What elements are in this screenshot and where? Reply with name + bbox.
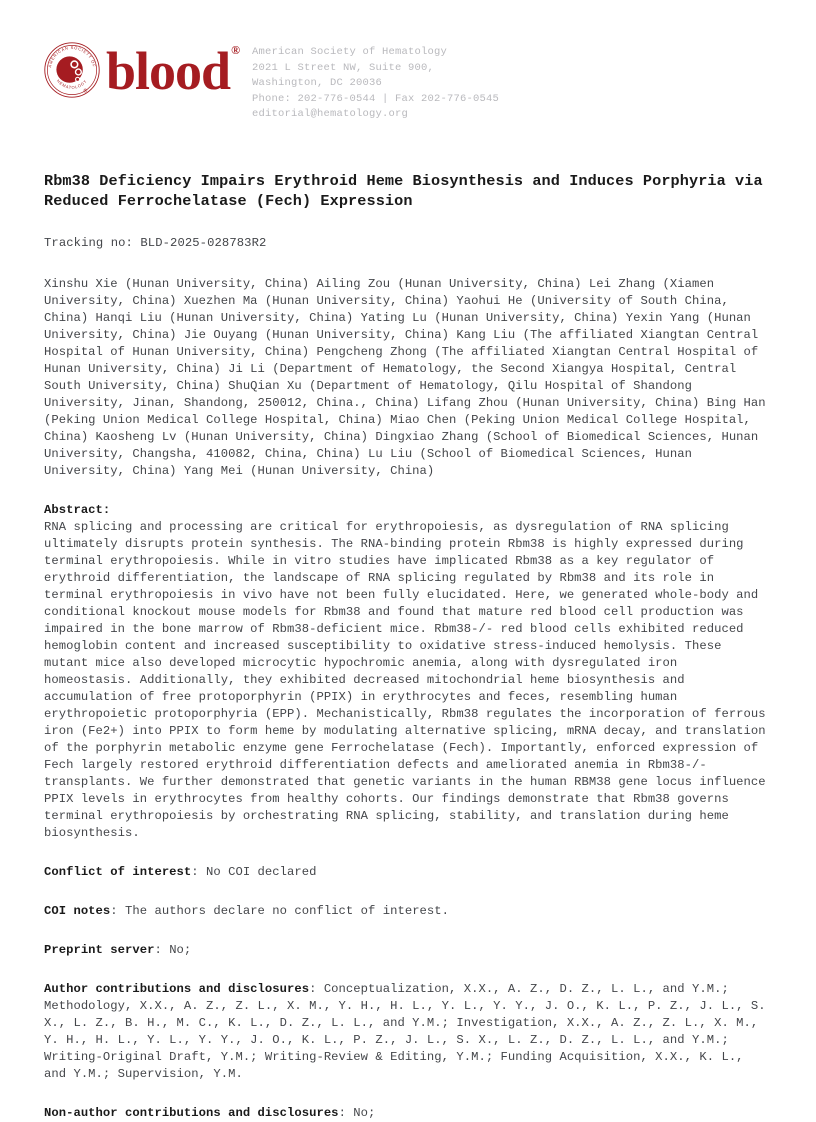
svg-text:®: ® [83, 88, 88, 95]
contact-email[interactable]: editorial@hematology.org [252, 108, 409, 120]
registered-trademark-icon: ® [231, 43, 241, 57]
author-contributions-value: : Conceptualization, X.X., A. Z., D. Z., L. L., and Y.M.; Methodology, X.X., A. Z., Z. L., X. M., Y. H., H. L., Y. L., Y. Y., J. O., K. L., P. Z., J. L., S. X., L. Z., B. H., M. C., K. L., D. Z., L. L., and Y.M.; Investigation, X.X., A. Z., Z. L., X. M., Y. H., H. L., Y. L., Y. Y., J. O., K. L., P. Z., J. L., S. X., L. Z., D. Z., L. L., and Y.M.; Writing-Original Draft, Y.M.; Writing-Review & Editing, Y.M.; Funding Acquisition, X.X., K. L., and Y.M.; Supervision, Y.M. [44, 982, 766, 1081]
non-author-contributions-value: : No; [338, 1106, 376, 1120]
masthead [44, 40, 774, 126]
author-contributions-section [44, 981, 772, 1083]
author-contributions-heading: Author contributions and disclosures [44, 982, 310, 996]
blood-wordmark-text: blood [106, 41, 231, 101]
conflict-of-interest-section [44, 864, 772, 881]
page-title: Rbm38 Deficiency Impairs Erythroid Heme Biosynthesis and Induces Porphyria via Reduced Ferrochelatase (Fech) Expression [44, 172, 763, 210]
coi-notes-heading: COI notes [44, 904, 111, 918]
blood-journal-logo [44, 40, 241, 101]
contact-organization: American Society of Hematology [252, 46, 448, 58]
publisher-contact-info [252, 45, 499, 123]
preprint-server-value: : No; [154, 943, 192, 957]
abstract-heading: Abstract: [44, 503, 111, 517]
non-author-contributions-section [44, 1105, 772, 1122]
ash-society-seal-icon [44, 42, 100, 98]
tracking-number: Tracking no: BLD-2025-028783R2 [44, 236, 267, 250]
preprint-server-heading: Preprint server [44, 943, 155, 957]
abstract-section [44, 502, 772, 842]
blood-wordmark [106, 41, 241, 101]
coi-notes-section [44, 903, 772, 920]
conflict-of-interest-heading: Conflict of interest [44, 865, 192, 879]
svg-text:HEMATOLOGY: HEMATOLOGY [55, 78, 89, 90]
coi-notes-value: : The authors declare no conflict of interest. [110, 904, 450, 918]
author-affiliation-list: Xinshu Xie (Hunan University, China) Ailing Zou (Hunan University, China) Lei Zhang (Xiamen University, China) Xuezhen Ma (Hunan University, China) Yaohui He (University of South China, China) Hanqi Liu (Hunan University, China) Yating Lu (Hunan University, China) Yexin Yang (Hunan University, China) Jie Ouyang (Hunan University, China) Kang Liu (The affiliated Xiangtan Central Hospital of Hunan University, China) Pengcheng Zhong (The affiliated Xiangtan Central Hospital of Hunan University, China) Ji Li (Department of Hematology, the Second Xiangya Hospital, Central South University, China) ShuQian Xu (Department of Hematology, Qilu Hospital of Shandong University, Jinan, Shandong, 250012, China., China) Lifang Zhou (Hunan University, China) Bing Han (Peking Union Medical College Hospital, China) Miao Chen (Peking Union Medical College Hospital, China) Kaosheng Lv (Hunan University, China) Dingxiao Zhang (School of Biomedical Sciences, Hunan University, Changsha, 410082, China, China) Lu Liu (School of Biomedical Sciences, Hunan University, China) Yang Mei (Hunan University, China) [44, 277, 766, 478]
contact-address-line-1: 2021 L Street NW, Suite 900, [252, 61, 435, 74]
contact-phone-fax: Phone: 202-776-0544 | Fax 202-776-0545 [252, 92, 500, 105]
conflict-of-interest-value: : No COI declared [191, 865, 317, 879]
non-author-contributions-heading: Non-author contributions and disclosures [44, 1106, 339, 1120]
contact-address-line-2: Washington, DC 20036 [252, 77, 383, 89]
preprint-server-section [44, 942, 772, 959]
svg-text:AMERICAN SOCIETY OF: AMERICAN SOCIETY OF [47, 44, 97, 68]
manuscript-content [44, 172, 772, 1122]
abstract-text: RNA splicing and processing are critical for erythropoiesis, as dysregulation of RNA splicing ultimately disrupts protein synthesis. The RNA-binding protein Rbm38 is highly expressed during terminal erythropoiesis. While in vitro studies have implicated Rbm38 as a key regulator of erythroid differentiation, the landscape of RNA splicing regulated by Rbm38 and its role in terminal erythropoiesis in vivo have not been fully elucidated. Here, we generated whole-body and conditional knockout mouse models for Rbm38 and found that mature red blood cell production was impaired in the bone marrow of Rbm38-deficient mice. Rbm38-/- red blood cells exhibited reduced hemoglobin content and increased susceptibility to oxidative stress-induced hemolysis. These mutant mice also developed microcytic hypochromic anemia, along with dysregulated iron homeostasis. Additionally, they exhibited decreased mitochondrial heme biosynthesis and accumulation of free protoporphyrin (PPIX) in erythrocytes and feces, resembling human erythropoietic protoporphyria (EPP). Mechanistically, Rbm38 regulates the incorporation of ferrous iron (Fe2+) into PPIX to form heme by modulating alternative splicing, mRNA decay, and translation of the porphyrin metabolic enzyme gene Ferrochelatase (Fech). Importantly, enforced expression of Fech largely restored erythroid differentiation defects and ameliorated anemia in Rbm38-/- transplants. We further demonstrated that genetic variants in the human RBM38 gene locus influence PPIX levels in erythrocytes from healthy cohorts. Our findings demonstrate that Rbm38 governs terminal erythropoiesis by orchestrating RNA splicing, stability, and translation during heme biosynthesis. [44, 520, 766, 840]
